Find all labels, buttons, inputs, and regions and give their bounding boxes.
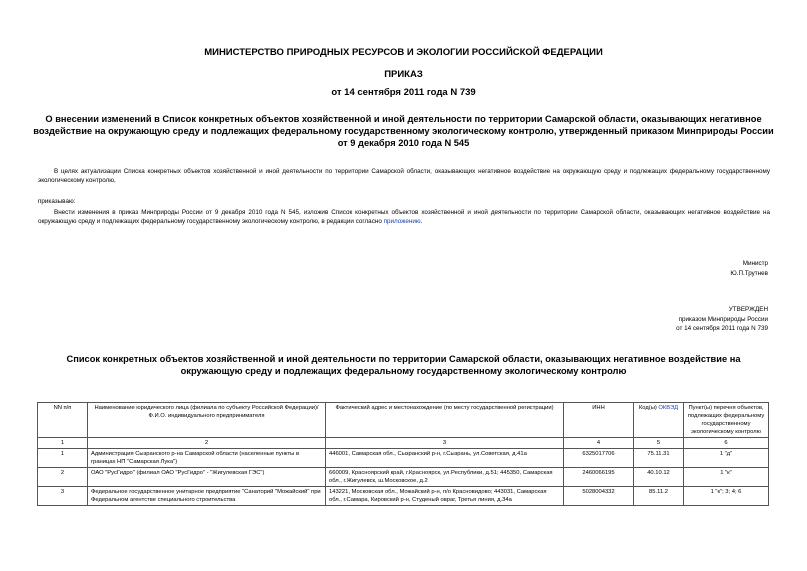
cell-okved: 85.11.2 bbox=[634, 487, 684, 506]
order-text-end: . bbox=[420, 218, 423, 225]
doc-date-number: от 14 сентября 2011 года N 739 bbox=[331, 87, 476, 98]
col-number: 5 bbox=[634, 438, 684, 449]
cell-inn: 6325017706 bbox=[564, 449, 634, 468]
cell-address: 143221, Московская обл., Можайский р-н, п/о Красновидово; 443031, Самарская обл., г.Самара, Кировский р-н, Студеный овраг, Третья линия, д.34а bbox=[326, 487, 564, 506]
cell-points: 1 "к" bbox=[684, 468, 769, 487]
cell-name: ОАО "РусГидро" (филиал ОАО "РусГидро" - "Жигулевская ГЭС") bbox=[88, 468, 326, 487]
col-number: 6 bbox=[684, 438, 769, 449]
objects-table bbox=[37, 402, 769, 506]
cell-num: 3 bbox=[38, 487, 88, 506]
header-inn: ИНН bbox=[564, 403, 634, 438]
col-number: 4 bbox=[564, 438, 634, 449]
signature-block bbox=[730, 259, 768, 278]
cell-points: 1 "к"; 3; 4; 6 bbox=[684, 487, 769, 506]
col-number: 1 bbox=[38, 438, 88, 449]
cell-points: 1 "д" bbox=[684, 449, 769, 468]
header-num: NN п/п bbox=[38, 403, 88, 438]
order-word: приказываю: bbox=[38, 198, 76, 205]
cell-num: 2 bbox=[38, 468, 88, 487]
table-row bbox=[38, 449, 769, 468]
col-number: 2 bbox=[88, 438, 326, 449]
order-text: Внести изменения в приказ Минприроды России от 9 декабря 2010 года N 545, изложив Список конкретных объектов хозяйственной и иной деятельности по территории Самарской области, оказывающих негативное воздействие на окружающую среду и подлежащих федеральному государственному экологическому контролю, в редакции согласно bbox=[38, 209, 770, 225]
doc-subject-title: О внесении изменений в Список конкретных объектов хозяйственной и иной деятельности по территории Самарской области, оказывающих негативное воздействие на окружающую среду и подлежащих федеральному государственному экологическому контролю, утвержденный приказом Минприроды России от 9 декабря 2010 года N 545 bbox=[33, 114, 774, 148]
cell-num: 1 bbox=[38, 449, 88, 468]
list-title: Список конкретных объектов хозяйственной и иной деятельности по территории Самарской области, оказывающих негативное воздействие на окружающую среду и подлежащих федеральному государственному экологическому контролю bbox=[66, 354, 741, 376]
cell-name: Федеральное государственное унитарное предприятие "Санаторий "Можайский" при Федеральном агентстве специального строительства bbox=[88, 487, 326, 506]
okved-link[interactable]: ОКВЭД bbox=[658, 405, 679, 411]
order-paragraph bbox=[38, 208, 770, 226]
approval-block bbox=[676, 305, 768, 334]
approval-line-2: от 14 сентября 2011 года N 739 bbox=[676, 325, 768, 332]
preamble-paragraph: В целях актуализации Списка конкретных объектов хозяйственной и иной деятельности по территории Самарской области, оказывающих негативное воздействие на окружающую среду и подлежащих федеральному государственному экологическому контролю, bbox=[38, 168, 770, 184]
cell-inn: 5028004332 bbox=[564, 487, 634, 506]
col-number: 3 bbox=[326, 438, 564, 449]
table-row bbox=[38, 487, 769, 506]
cell-address: 446001, Самарская обл., Сызранский р-н, г.Сызрань, ул.Советская, д.41а bbox=[326, 449, 564, 468]
header-okved bbox=[634, 403, 684, 438]
table-header-row bbox=[38, 403, 769, 438]
cell-okved: 40.10.12 bbox=[634, 468, 684, 487]
doc-type-heading: ПРИКАЗ bbox=[384, 69, 423, 80]
signatory-name: Ю.П.Трутнев bbox=[730, 269, 768, 277]
cell-okved: 75.11.31 bbox=[634, 449, 684, 468]
table-row bbox=[38, 468, 769, 487]
approval-line-1: приказом Минприроды России bbox=[678, 315, 768, 323]
signatory-position: Министр bbox=[742, 260, 768, 267]
column-number-row bbox=[38, 438, 769, 449]
appendix-link[interactable]: приложению bbox=[383, 218, 421, 225]
cell-address: 660009, Красноярский край, г.Красноярск, ул.Республики, д.51; 445350, Самарская обл., г.Жигулевск, ш.Московское, д.2 bbox=[326, 468, 564, 487]
cell-name: Администрация Сызранского р-на Самарской области (населенные пункты в границах НП "Самарская Лука") bbox=[88, 449, 326, 468]
header-name: Наименование юридического лица (филиала по субъекту Российской Федерации)/Ф.И.О. индивидуального предпринимателя bbox=[88, 403, 326, 438]
approval-title: УТВЕРЖДЕН bbox=[728, 306, 768, 313]
ministry-heading: МИНИСТЕРСТВО ПРИРОДНЫХ РЕСУРСОВ И ЭКОЛОГИИ РОССИЙСКОЙ ФЕДЕРАЦИИ bbox=[204, 47, 603, 58]
header-points: Пункт(ы) перечня объектов, подлежащих федеральному государственному экологическому контролю bbox=[684, 403, 769, 438]
header-okved-prefix: Код(ы) bbox=[638, 405, 659, 411]
cell-inn: 2460066195 bbox=[564, 468, 634, 487]
header-address: Фактический адрес и местонахождение (по месту государственной регистрации) bbox=[326, 403, 564, 438]
